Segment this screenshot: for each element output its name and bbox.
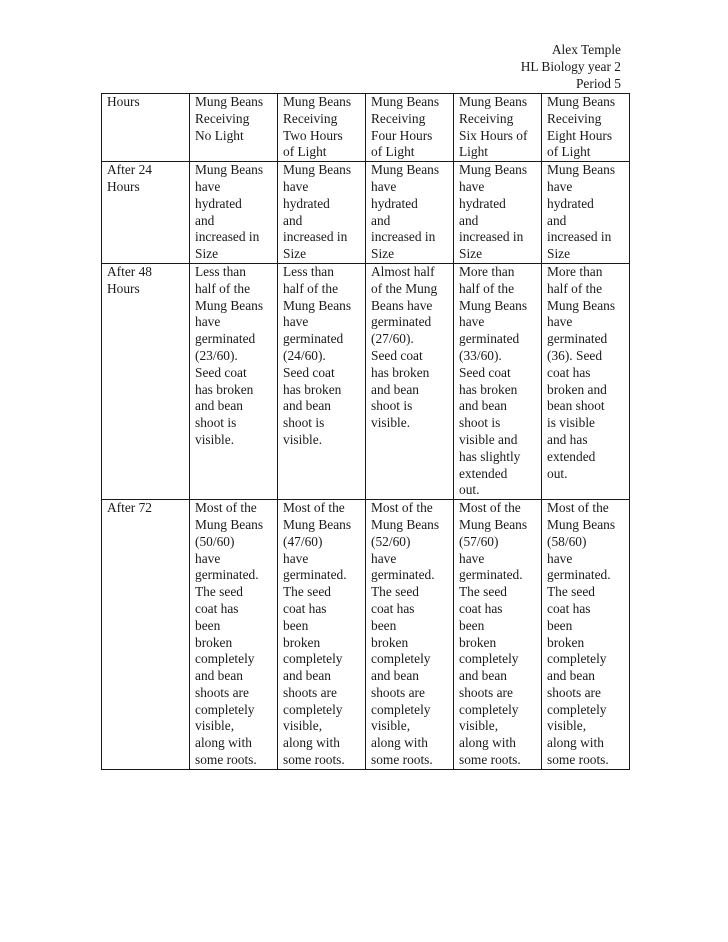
table-cell: Less than half of the Mung Beans have germinated (23/60). Seed coat has broken and bean shoot is visible. [190, 263, 278, 499]
table-cell: Mung Beans have hydrated and increased in Size [190, 162, 278, 264]
table-cell: Less than half of the Mung Beans have germinated (24/60). Seed coat has broken and bean shoot is visible. [278, 263, 366, 499]
table-row-72h [102, 500, 630, 770]
table-header-row [102, 94, 630, 162]
table-cell: Most of the Mung Beans (58/60) have germinated. The seed coat has been broken completely and bean shoots are completely visible, along with some roots. [542, 500, 630, 770]
class-period: Period 5 [575, 75, 621, 91]
row-hours-cell: After 72 [102, 500, 190, 770]
header-cell-two-hours: Mung Beans Receiving Two Hours of Light [278, 94, 366, 162]
document-header [521, 42, 621, 92]
course-name: HL Biology year 2 [520, 58, 621, 74]
table-cell: Mung Beans have hydrated and increased in Size [366, 162, 454, 264]
row-hours-cell: After 24 Hours [102, 162, 190, 264]
table-row-24h [102, 162, 630, 264]
header-cell-six-hours: Mung Beans Receiving Six Hours of Light [454, 94, 542, 162]
table-row-48h [102, 263, 630, 499]
table-cell: Almost half of the Mung Beans have germinated (27/60). Seed coat has broken and bean shoot is visible. [366, 263, 454, 499]
author-name: Alex Temple [551, 42, 621, 57]
germination-results-table [101, 93, 630, 770]
header-cell-hours: Hours [102, 94, 190, 162]
table-cell: Mung Beans have hydrated and increased in Size [542, 162, 630, 264]
table-cell: Most of the Mung Beans (57/60) have germinated. The seed coat has been broken completely and bean shoots are completely visible, along with some roots. [454, 500, 542, 770]
table-cell: Most of the Mung Beans (47/60) have germinated. The seed coat has been broken completely and bean shoots are completely visible, along with some roots. [278, 500, 366, 770]
row-hours-cell: After 48 Hours [102, 263, 190, 499]
header-cell-four-hours: Mung Beans Receiving Four Hours of Light [366, 94, 454, 162]
table-cell: More than half of the Mung Beans have germinated (36). Seed coat has broken and bean shoot is visible and has extended out. [542, 263, 630, 499]
header-cell-eight-hours: Mung Beans Receiving Eight Hours of Light [542, 94, 630, 162]
table-cell: Most of the Mung Beans (50/60) have germinated. The seed coat has been broken completely and bean shoots are completely visible, along with some roots. [190, 500, 278, 770]
table-cell: Mung Beans have hydrated and increased in Size [454, 162, 542, 264]
table-cell: Mung Beans have hydrated and increased in Size [278, 162, 366, 264]
header-cell-no-light: Mung Beans Receiving No Light [190, 94, 278, 162]
table-cell: More than half of the Mung Beans have germinated (33/60). Seed coat has broken and bean shoot is visible and has slightly extended out. [454, 263, 542, 499]
table-cell: Most of the Mung Beans (52/60) have germinated. The seed coat has been broken completely and bean shoots are completely visible, along with some roots. [366, 500, 454, 770]
